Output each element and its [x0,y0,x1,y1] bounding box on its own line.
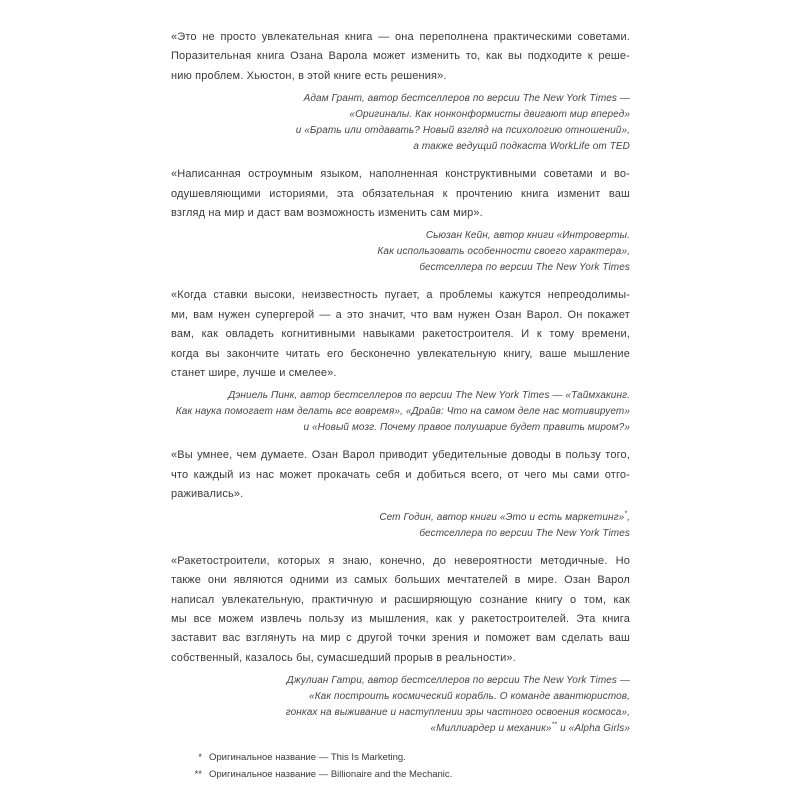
footnotes-section [171,749,630,783]
footnote-marker: ** [194,769,202,781]
quote-attribution [171,673,630,737]
attribution-text: Сет Годин, автор книги «Это и есть маркетинг» [379,511,625,523]
footnote-text: Оригинальное название — Billionaire and the Mechanic. [209,769,453,781]
attribution-line: а также ведущий подкаста WorkLife от TED [413,141,630,153]
attribution-line: бестселлера по версии The New York Times [419,527,630,539]
quote-line: заставит вас взглянуть на мир с другой точки зрения и поможет вам сделать ваш [171,632,630,645]
quote-attribution [171,510,630,542]
quote-line: «Это не просто увлекательная книга — она переполнена практическими советами. [171,31,630,43]
footnote [193,766,630,783]
attribution-line: Дэниель Пинк, автор бестселлеров по версии The New York Times — «Таймхакинг. [228,390,630,402]
quote-line: нию проблем. Хьюстон, в этой книге есть решения». [171,69,447,82]
attribution-line: Джулиан Гатри, автор бестселлеров по версии The New York Times — [286,675,630,687]
quote-line: одушевляющими историями, эта обязательная к прочтению книга изменит ваш [171,187,630,200]
quote-line: «Вы умнее, чем думаете. Озан Варол приводит убедительные доводы в пользу того, [171,449,630,462]
attribution-text: «Миллиардер и механик» [430,723,552,735]
quote-block-4 [171,446,630,541]
footnote-marker: * [198,752,202,764]
quote-line: мы все можем извлечь пользу из мышления, как у ракетостроителей. Эта книга [171,612,630,625]
quote-block-3 [171,286,630,436]
quote-block-5 [171,552,630,737]
footnote [193,749,630,766]
quote-line: когда вы закончите читать его бесконечно увлекательную книгу, ваше мышление [171,347,630,360]
attribution-line: Как наука помогает нам делать все вовремя», «Драйв: Что на самом деле нас мотивирует» [175,406,630,418]
quote-line: что каждый из нас может прокачать себя и добиться всего, от чего мы сами отго- [171,468,630,481]
quote-block-1 [171,28,630,155]
attribution-line: и «Брать или отдавать? Новый взгляд на психологию отношений», [295,125,630,137]
attribution-line: бестселлера по версии The New York Times [419,262,630,274]
quote-attribution [171,388,630,436]
attribution-line [171,721,630,737]
quote-line: ми, вам нужен супергерой — а это значит, что вам нужен Озан Варол. Он покажет [171,308,630,321]
attribution-line: и «Новый мозг. Почему правое полушарие будет править миром?» [303,422,630,434]
footnote-reference: * [624,510,628,518]
quote-line: «Написанная остроумным языком, наполненная конструктивными советами и во- [171,168,630,181]
quote-line: собственный, казалось бы, сумасшедший прорыв в реальности». [171,651,516,664]
quote-block-2 [171,165,630,276]
quote-attribution [171,228,630,276]
quote-line: Поразительная книга Озана Варола может изменить то, как вы подходите к реше- [171,50,630,63]
footnote-reference: ** [551,721,558,729]
quote-line: взгляд на мир и даст вам возможность изменить сам мир». [171,207,483,220]
attribution-line: Сьюзан Кейн, автор книги «Интроверты. [425,230,630,242]
attribution-text: , [627,511,630,523]
attribution-line: гонках на выживание и наступлении эры частного освоения космоса», [285,707,630,719]
quote-line: станет шире, лучше и смелее». [171,367,337,380]
attribution-line: «Оригиналы. Как нонконформисты двигают мир вперед» [349,109,630,121]
footnote-text: Оригинальное название — This Is Marketing. [209,752,406,764]
quote-line: написал увлекательную, практичную и расширяющую сознание книгу о том, как [171,593,630,606]
quote-attribution [171,91,630,155]
endorsements-section [171,28,630,783]
attribution-line: Как использовать особенности своего характера», [377,246,630,258]
attribution-line [171,510,630,526]
quote-line: также они являются одними из самых больших мечтателей в мире. Озан Варол [171,574,630,587]
quote-line: «Ракетостроители, которых я знаю, конечно, до невероятности методичные. Но [171,554,630,567]
attribution-text: и «Alpha Girls» [557,723,630,735]
attribution-line: «Как построить космический корабль. О команде авантюристов, [309,691,630,703]
quote-line: раживались». [171,488,244,501]
attribution-line: Адам Грант, автор бестселлеров по версии The New York Times — [303,93,630,105]
quote-line: «Когда ставки высоки, неизвестность пугает, а проблемы кажутся непреодолимы- [171,289,630,302]
quote-line: вам, как овладеть когнитивными навыками ракетостроителя. И к тому времени, [171,328,630,341]
